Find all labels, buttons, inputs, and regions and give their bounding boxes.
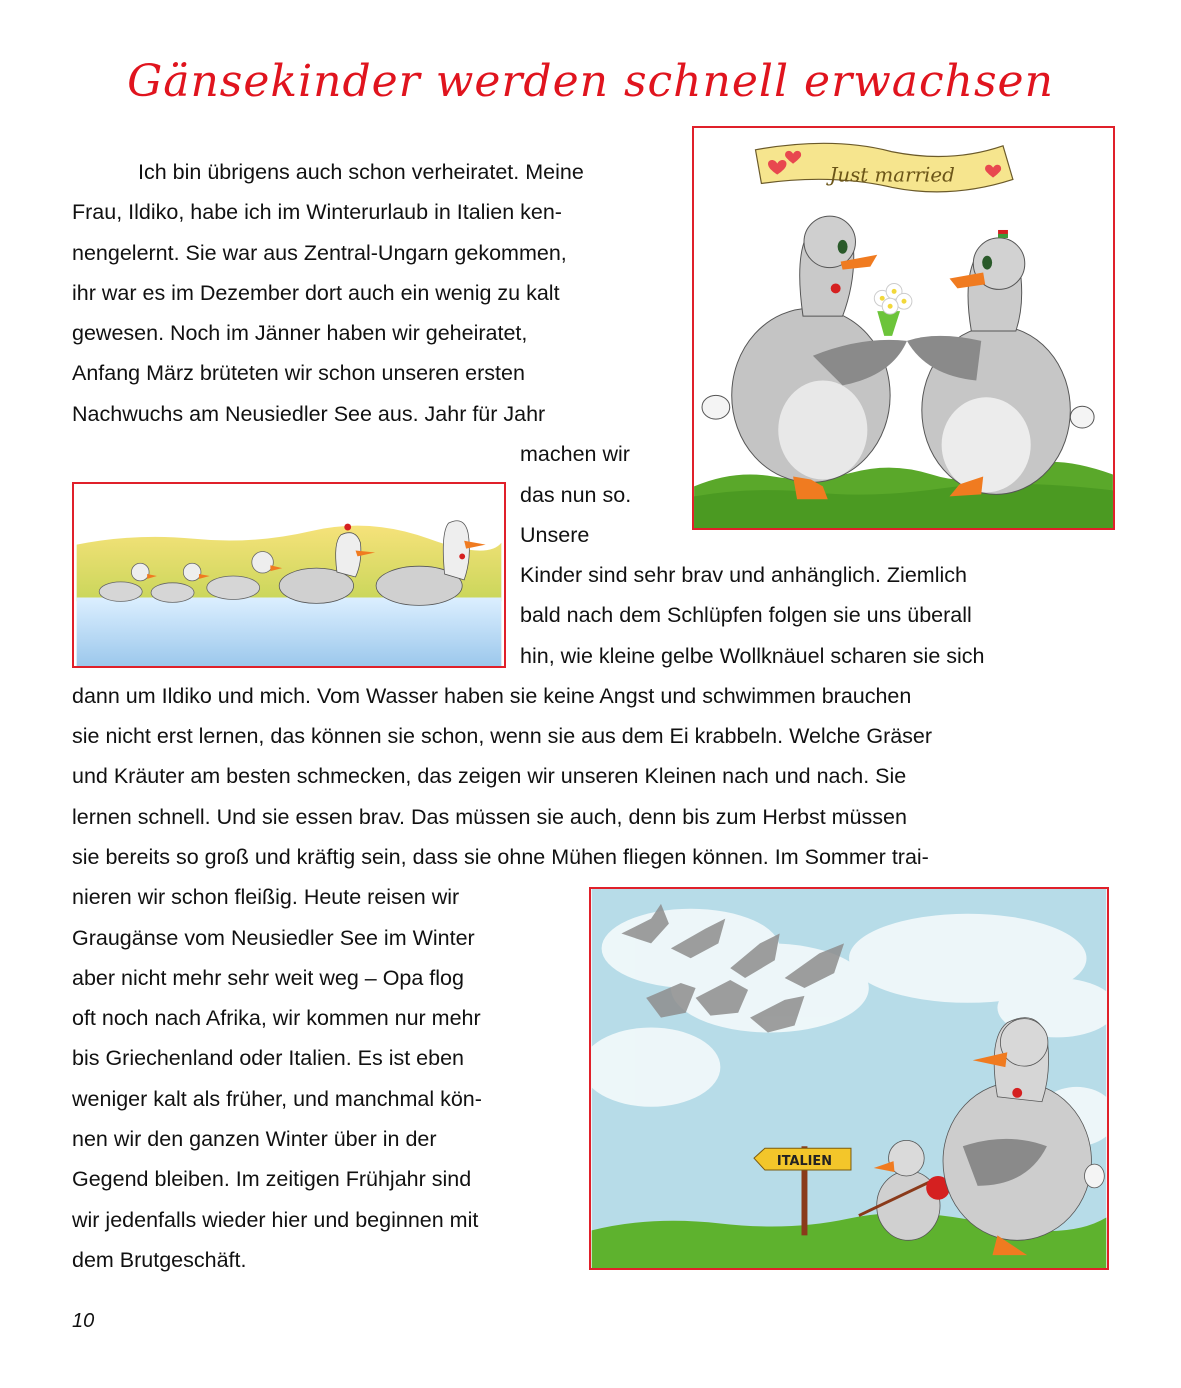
text-line: das nun so. — [520, 483, 632, 507]
migration-to-italy-image — [591, 889, 1107, 1268]
text-line: hin, wie kleine gelbe Wollknäuel scharen sie sich — [520, 644, 985, 668]
page-number: 10 — [72, 1310, 95, 1332]
text-line: lernen schnell. Und sie essen brav. Das müssen sie auch, denn bis zum Herbst müssen — [72, 805, 907, 829]
text-line: sie nicht erst lernen, das können sie schon, wenn sie aus dem Ei krabbeln. Welche Gräser — [72, 724, 933, 748]
text-line: ihr war es im Dezember dort auch ein wenig zu kalt — [72, 281, 560, 305]
text-line: Unsere — [520, 523, 590, 547]
banner-text: Just married — [829, 163, 955, 187]
text-line: Ich bin übrigens auch schon verheiratet. Meine — [138, 160, 584, 184]
text-line: nengelernt. Sie war aus Zentral-Ungarn gekommen, — [72, 241, 567, 265]
family-swimming-illustration — [72, 482, 506, 668]
text-line: bald nach dem Schlüpfen folgen sie uns überall — [520, 603, 972, 627]
text-line: Gegend bleiben. Im zeitigen Frühjahr sind — [72, 1167, 472, 1191]
text-line: Frau, Ildiko, habe ich im Winterurlaub in Italien ken- — [72, 200, 562, 224]
migration-illustration — [589, 887, 1109, 1270]
text-line: nen wir den ganzen Winter über in der — [72, 1127, 437, 1151]
text-line: aber nicht mehr sehr weit weg – Opa flog — [72, 966, 464, 990]
text-line: weniger kalt als früher, und manchmal kön- — [72, 1087, 482, 1111]
text-line: Nachwuchs am Neusiedler See aus. Jahr für Jahr — [72, 402, 546, 426]
text-line: oft noch nach Afrika, wir kommen nur mehr — [72, 1006, 481, 1030]
text-line: gewesen. Noch im Jänner haben wir geheiratet, — [72, 321, 528, 345]
text-line: Anfang März brüteten wir schon unseren ersten — [72, 361, 525, 385]
text-line: sie bereits so groß und kräftig sein, dass sie ohne Mühen fliegen können. Im Sommer trai- — [72, 845, 929, 869]
wedding-illustration — [692, 126, 1115, 530]
geese-family-swimming-image — [74, 484, 504, 666]
text-line: dann um Ildiko und mich. Vom Wasser haben sie keine Angst und schwimmen brauchen — [72, 684, 912, 708]
wedding-geese-image — [694, 128, 1113, 528]
sign-text: ITALIEN — [776, 1154, 832, 1170]
text-line: dem Brutgeschäft. — [72, 1248, 247, 1272]
text-line: und Kräuter am besten schmecken, das zeigen wir unseren Kleinen nach und nach. Sie — [72, 764, 907, 788]
water — [77, 598, 502, 666]
text-line: wir jedenfalls wieder hier und beginnen mit — [72, 1208, 479, 1232]
text-line: Graugänse vom Neusiedler See im Winter — [72, 926, 475, 950]
text-line: nieren wir schon fleißig. Heute reisen wir — [72, 885, 460, 909]
text-line: machen wir — [520, 442, 630, 466]
text-line: bis Griechenland oder Italien. Es ist eben — [72, 1046, 465, 1070]
text-line: Kinder sind sehr brav und anhänglich. Ziemlich — [520, 563, 967, 587]
page-title: Gänsekinder werden schnell erwachsen — [127, 56, 1054, 107]
